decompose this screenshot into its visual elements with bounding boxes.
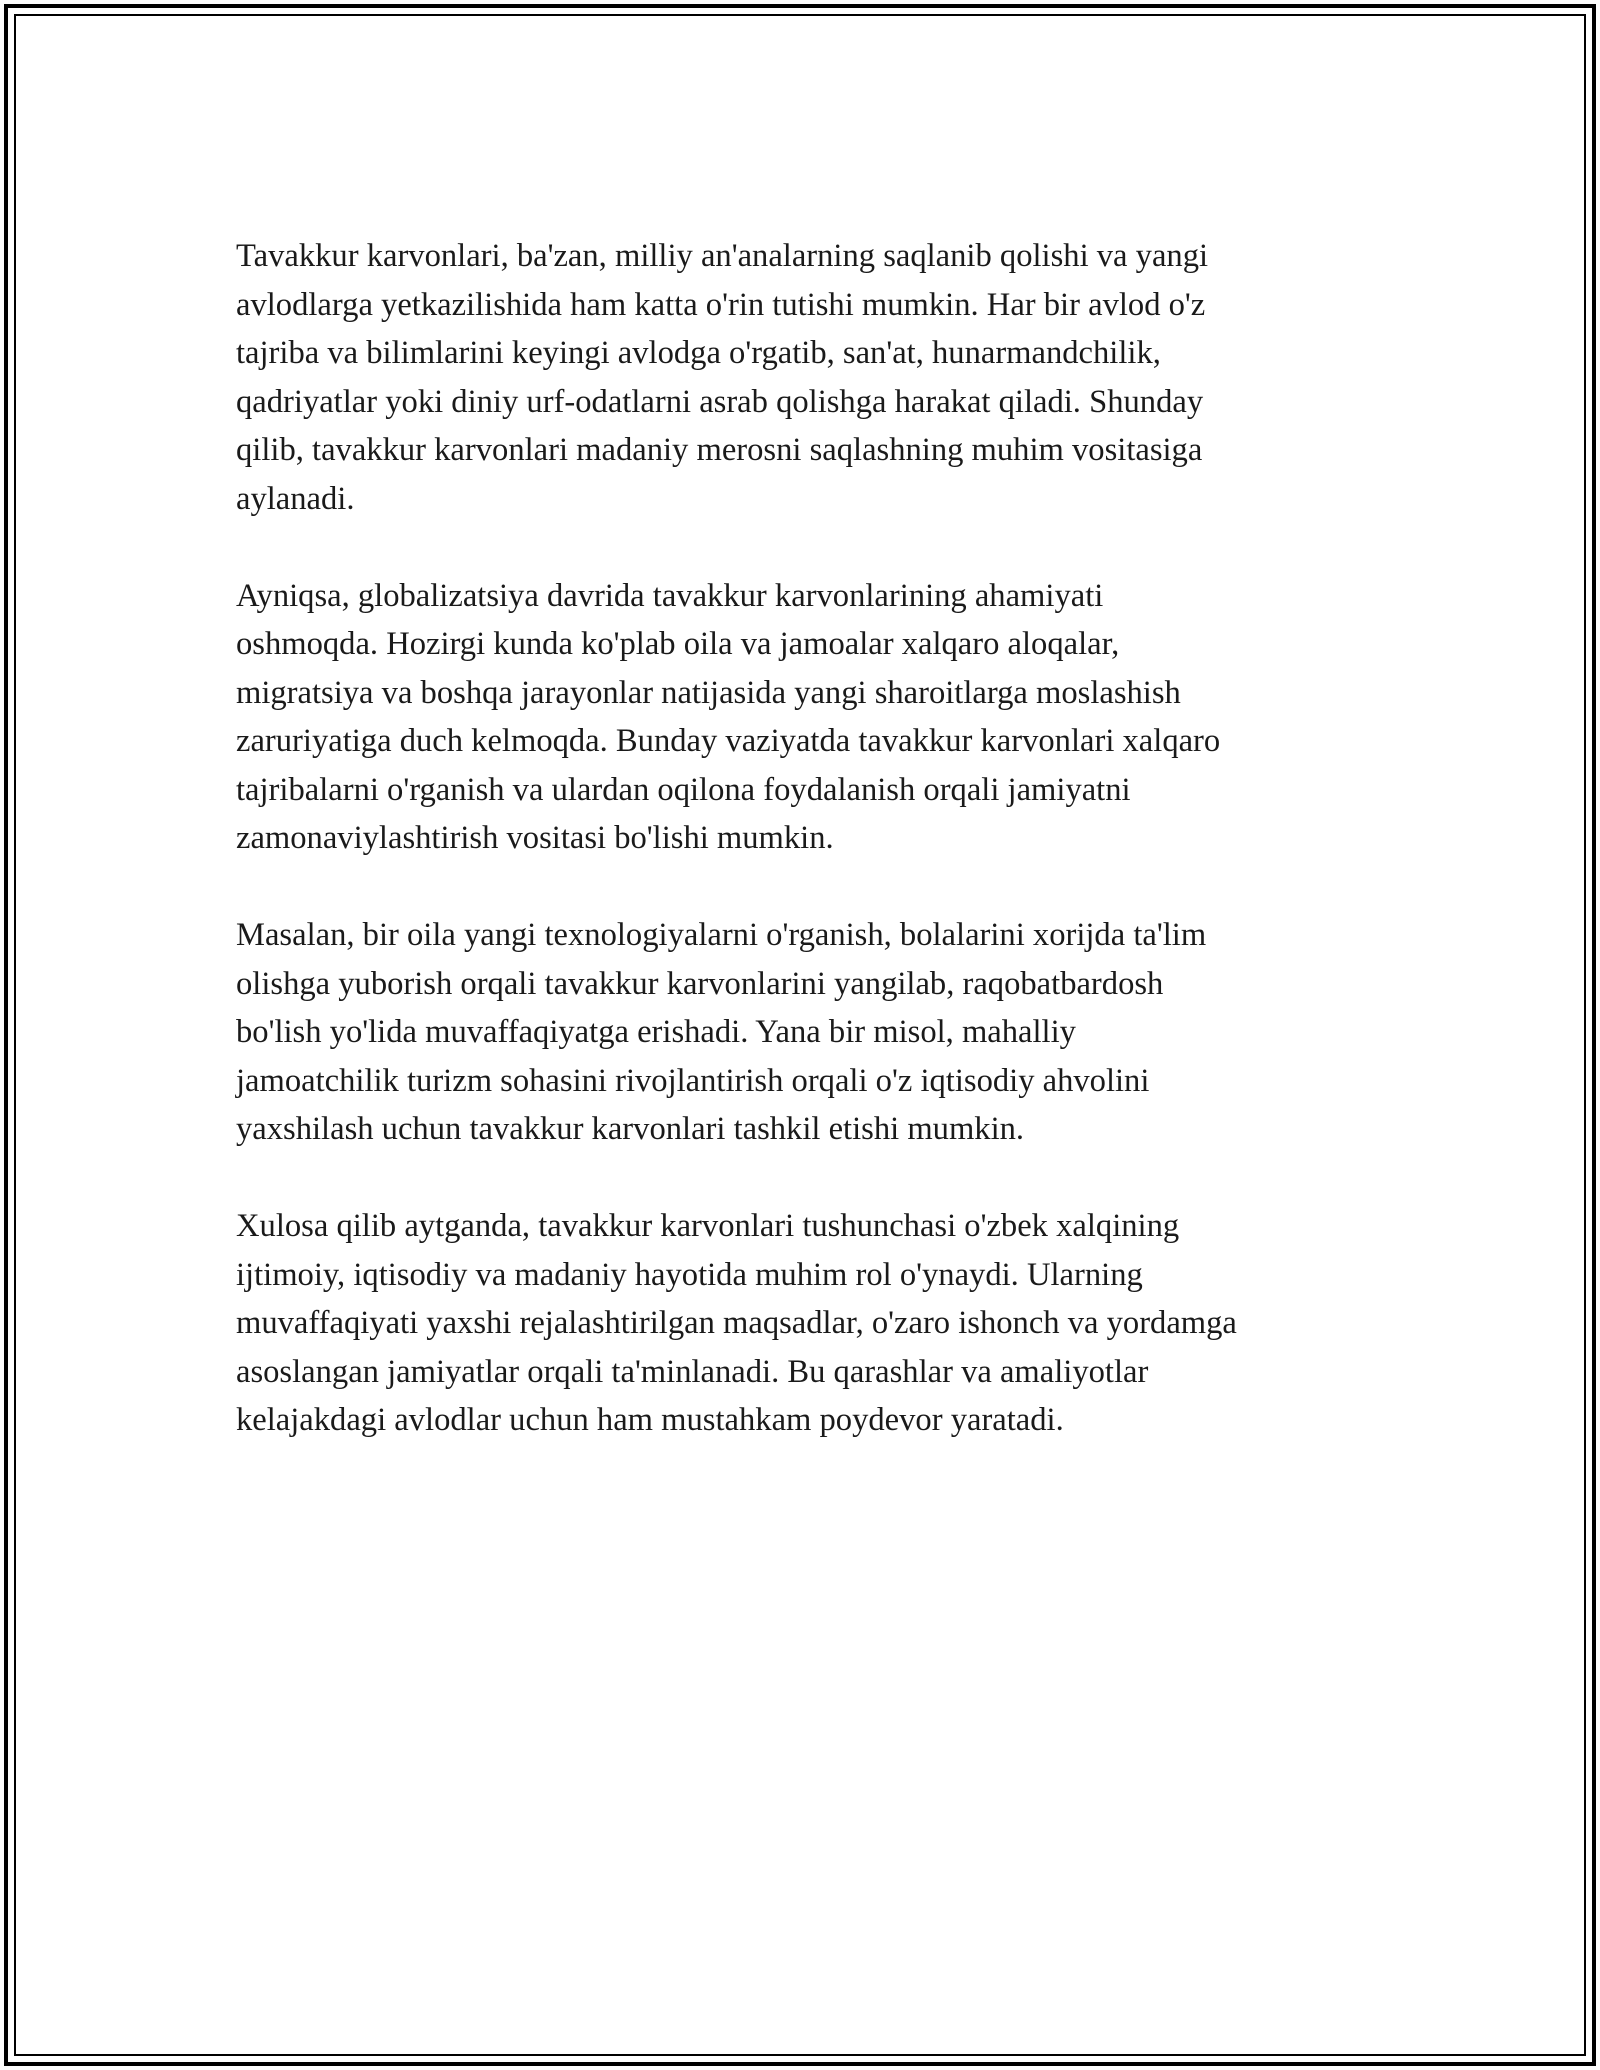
paragraph-1: Tavakkur karvonlari, ba'zan, milliy an'analarning saqlanib qolishi va yangi avlodlarga yetkazilishida ham katta o'rin tutishi mumkin. Har bir avlod o'z tajriba va bilimlarini keyingi avlodga o'rgatib, san'at, hunarmandchilik, qadriyatlar yoki diniy urf-odatlarni asrab qolishga harakat qiladi. Shunday qilib, tavakkur karvonlari madaniy merosni saqlashning muhim vositasiga aylanadi.	[236, 238, 1209, 517]
paragraph-4: Xulosa qilib aytganda, tavakkur karvonlari tushunchasi o'zbek xalqining ijtimoiy, iqtisodiy va madaniy hayotida muhim rol o'ynaydi. Ularning muvaffaqiyati yaxshi rejalashtirilgan maqsadlar, o'zaro ishonch va yordamga asoslangan jamiyatlar orqali ta'minlanadi. Bu qarashlar va amaliyotlar kelajakdagi avlodlar uchun ham mustahkam poydevor yaratadi.	[236, 1208, 1237, 1438]
paragraph-2: Ayniqsa, globalizatsiya davrida tavakkur karvonlarining ahamiyati oshmoqda. Hozirgi kunda ko'plab oila va jamoalar xalqaro aloqalar, migratsiya va boshqa jarayonlar natijasida yangi sharoitlarga moslashish zaruriyatiga duch kelmoqda. Bunday vaziyatda tavakkur karvonlari xalqaro tajribalarni o'rganish va ulardan oqilona foydalanish orqali jamiyatni zamonaviylashtirish vositasi bo'lishi mumkin.	[236, 577, 1221, 856]
paragraph-3: Masalan, bir oila yangi texnologiyalarni o'rganish, bolalarini xorijda ta'lim olishga yuborish orqali tavakkur karvonlarini yangilab, raqobatbardosh bo'lish yo'lida muvaffaqiyatga erishadi. Yana bir misol, mahalliy jamoatchilik turizm sohasini rivojlantirish orqali o'z iqtisodiy ahvolini yaxshilash uchun tavakkur karvonlari tashkil etishi mumkin.	[236, 917, 1207, 1147]
document-body	[236, 232, 1386, 1493]
